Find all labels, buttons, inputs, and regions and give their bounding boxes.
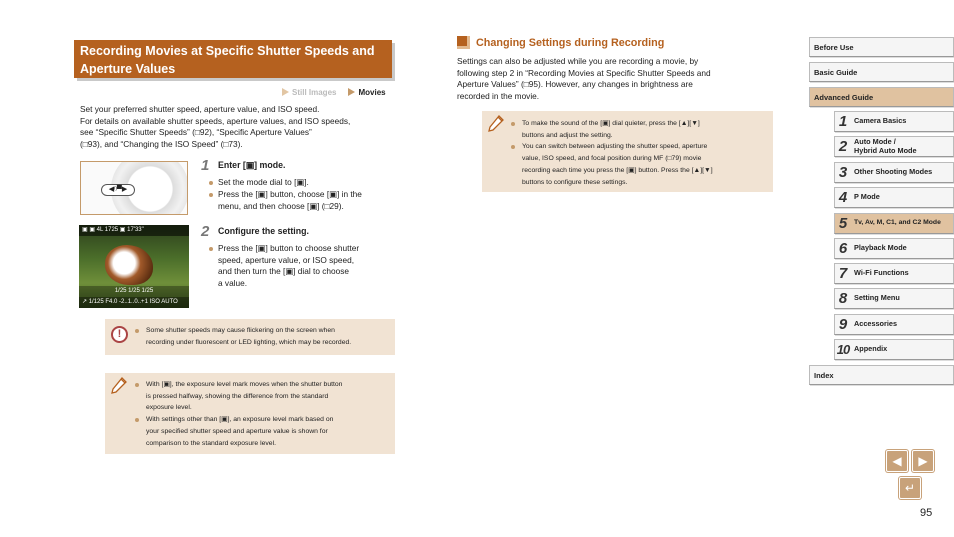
dial-mark: ◀ᵑ▀▶ [101,184,135,196]
sidebar-basic-guide[interactable]: Basic Guide [809,62,954,82]
sidebar-chapter-2[interactable]: 2 Auto Mode / Hybrid Auto Mode [834,136,954,157]
prev-page-button[interactable] [886,450,908,472]
sidebar-chapter-10[interactable]: 10 Appendix [834,339,954,360]
list-item: With [▣], the exposure level mark moves when the shutter button is pressed halfway, showing the difference from the standard exposure level. [135,379,342,414]
sidebar-chapter-7[interactable]: 7 Wi-Fi Functions [834,263,954,284]
sidebar-chapter-6[interactable]: 6 Playback Mode [834,238,954,259]
next-page-button[interactable] [912,450,934,472]
tip-note-recording [482,111,773,192]
sidebar-index[interactable]: Index [809,365,954,385]
step-heading: Configure the setting. [218,226,309,236]
camera-screen-photo [79,225,189,308]
screen-top-bar: ▣ ▣ 4L 1725 ▣ 17'33" [79,225,189,236]
screen-mid-bar: 1/25 1/25 1/25 [79,286,189,297]
page-number: 95 [920,507,933,519]
subsection-title: Changing Settings during Recording [457,36,664,49]
section-title: Recording Movies at Specific Shutter Speeds and Aperture Values [74,40,392,78]
intro-paragraph: Set your preferred shutter speed, aperture value, and ISO speed. For details on available shutter speeds, aperture values, and ISO speeds, see “Specific Shutter Speeds” (□92), “Specific Aperture Values” (□93), and “Changing the ISO Speed” (□73). [80,104,351,149]
step-bullets [209,243,359,290]
step-1 [201,157,401,220]
list-item: To make the sound of the [▣] dial quieter, press the [▲][▼] buttons and adjust the setting. [511,118,713,141]
section-square-icon [457,36,470,49]
return-icon: ↵ [904,481,916,495]
step-bullets [209,177,362,213]
breadcrumb-still-images[interactable]: Still Images [282,88,336,97]
step-number: 1 [201,157,210,174]
list-item: Press the [▣] button, choose [▣] in the menu, and then choose [▣] (□29). [209,189,362,212]
mode-dial-illustration [80,161,188,215]
sidebar-before-use[interactable]: Before Use [809,37,954,57]
list-item: Set the mode dial to [▣]. [209,177,362,189]
breadcrumb [282,88,386,97]
step-2 [201,223,401,296]
list-item: Some shutter speeds may cause flickering on the screen when recording under fluorescent or LED lighting, which may be recorded. [135,325,351,348]
arrow-left-icon: ◀ [892,454,902,468]
list-item: Press the [▣] button to choose shutter speed, aperture value, or ISO speed, and then turn the [▣] dial to choose a value. [209,243,359,289]
sidebar-chapter-1[interactable]: 1 Camera Basics [834,111,954,132]
sidebar-chapter-3[interactable]: 3 Other Shooting Modes [834,162,954,183]
pencil-icon [111,377,127,395]
pencil-icon [488,115,504,133]
triangle-right-icon [348,88,355,96]
step-number: 2 [201,223,210,240]
tip-note [105,373,395,454]
sidebar-advanced-guide[interactable]: Advanced Guide [809,87,954,107]
caution-note [105,319,395,355]
screen-bottom-bar: ↗ 1/125 F4.0 -2..1..0..+1 ISO AUTO [79,297,189,308]
triangle-right-icon [282,88,289,96]
dog-image [105,245,153,285]
breadcrumb-movies[interactable]: Movies [348,88,385,97]
list-item: You can switch between adjusting the shutter speed, aperture value, ISO speed, and focal position during MF (□79) movie recording each time you press the [▣] button. Press the [▲][▼] buttons to configure these settings. [511,141,713,188]
list-item: With settings other than [▣], an exposure level mark based on your specified shutter speed and aperture value is shown for comparison to the standard exposure level. [135,414,342,449]
sidebar-chapter-9[interactable]: 9 Accessories [834,314,954,335]
sidebar-chapter-4[interactable]: 4 P Mode [834,187,954,208]
sidebar-chapter-8[interactable]: 8 Setting Menu [834,288,954,309]
caution-icon: ! [111,326,128,343]
step-heading: Enter [▣] mode. [218,160,286,170]
sidebar-chapter-5[interactable]: 5 Tv, Av, M, C1, and C2 Mode [834,213,954,234]
arrow-right-icon: ▶ [918,454,928,468]
back-button[interactable] [899,477,921,499]
subsection-paragraph: Settings can also be adjusted while you are recording a movie, by following step 2 in “Recording Movies at Specific Shutter Speeds and Aperture Values” (□95). However, any changes in brightness are recorded in the movie. [457,56,711,101]
